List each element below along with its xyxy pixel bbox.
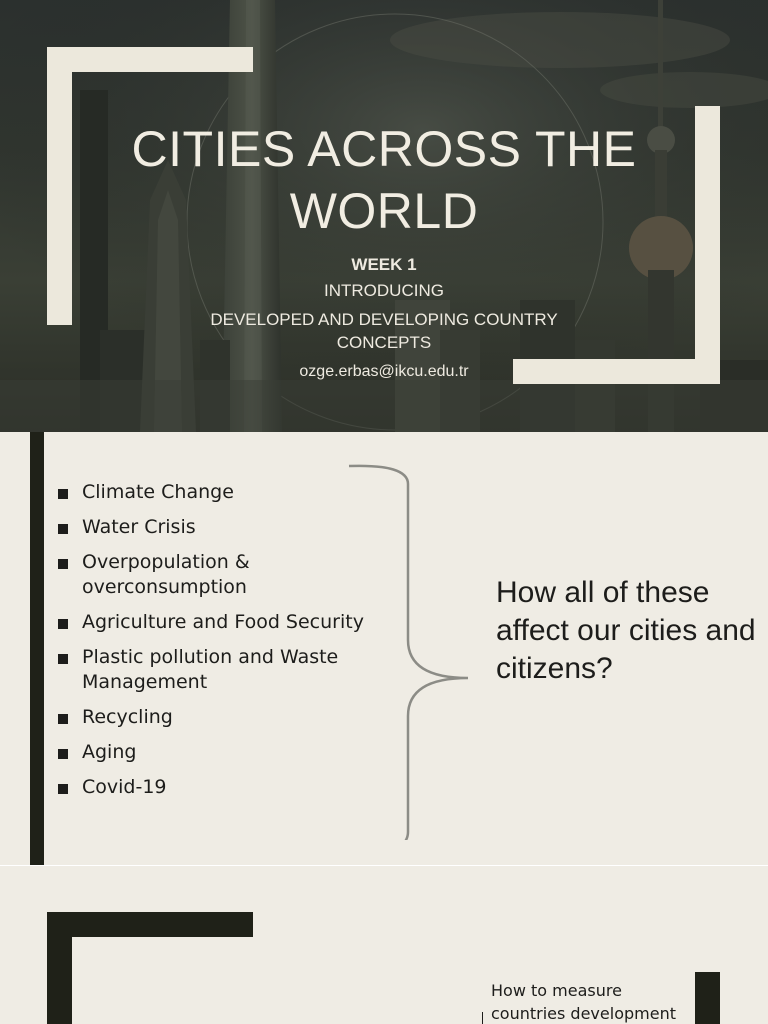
question-text: How all of these affect our cities and citizens?	[496, 576, 756, 685]
slide-caption: How to measure countries development	[491, 981, 676, 1023]
list-item-text: Overpopulation & overconsumption	[82, 551, 250, 598]
author-email[interactable]: ozge.erbas@ikcu.edu.tr	[299, 363, 469, 380]
frame-corner-right	[695, 972, 720, 1024]
bullet-square-icon	[58, 714, 68, 724]
list-item-text: Recycling	[82, 706, 173, 728]
frame-corner-top-left-vertical	[47, 912, 72, 1024]
list-item-text: Aging	[82, 741, 137, 763]
bullet-square-icon	[58, 654, 68, 664]
bullet-square-icon	[58, 524, 68, 534]
list-item	[58, 480, 388, 505]
bullet-square-icon	[58, 489, 68, 499]
measurement-slide	[0, 866, 768, 1024]
frame-corner-top-left-vertical	[47, 47, 72, 325]
bullet-square-icon	[58, 784, 68, 794]
list-item-text: Water Crisis	[82, 516, 196, 538]
title-slide	[0, 0, 768, 432]
list-item-text: Agriculture and Food Security	[82, 611, 364, 633]
frame-corner-bottom-right-vertical	[695, 106, 720, 384]
list-item-text: Plastic pollution and Waste Management	[82, 646, 339, 693]
list-item	[58, 775, 388, 800]
list-item-text: Covid-19	[82, 776, 167, 798]
introducing-label: INTRODUCING	[324, 281, 444, 300]
week-label: WEEK 1	[351, 255, 417, 274]
list-item-text: Climate Change	[82, 481, 234, 503]
list-item	[58, 645, 388, 695]
bullet-square-icon	[58, 559, 68, 569]
curly-brace-icon	[340, 460, 480, 840]
list-item	[58, 705, 388, 730]
list-item	[58, 610, 388, 635]
slide-title: CITIES ACROSS THE WORLD	[131, 121, 637, 239]
topic-list	[58, 480, 388, 810]
list-item	[58, 550, 388, 600]
topics-slide	[0, 432, 768, 865]
list-item	[58, 740, 388, 765]
bullet-square-icon	[58, 619, 68, 629]
text-cursor	[482, 1012, 483, 1024]
bullet-square-icon	[58, 749, 68, 759]
concepts-subtitle: DEVELOPED AND DEVELOPING COUNTRY CONCEPTS	[210, 310, 558, 352]
frame-corner-top-left	[47, 47, 253, 72]
list-item	[58, 515, 388, 540]
frame-corner-top-left	[47, 912, 253, 937]
accent-bar	[30, 432, 44, 865]
